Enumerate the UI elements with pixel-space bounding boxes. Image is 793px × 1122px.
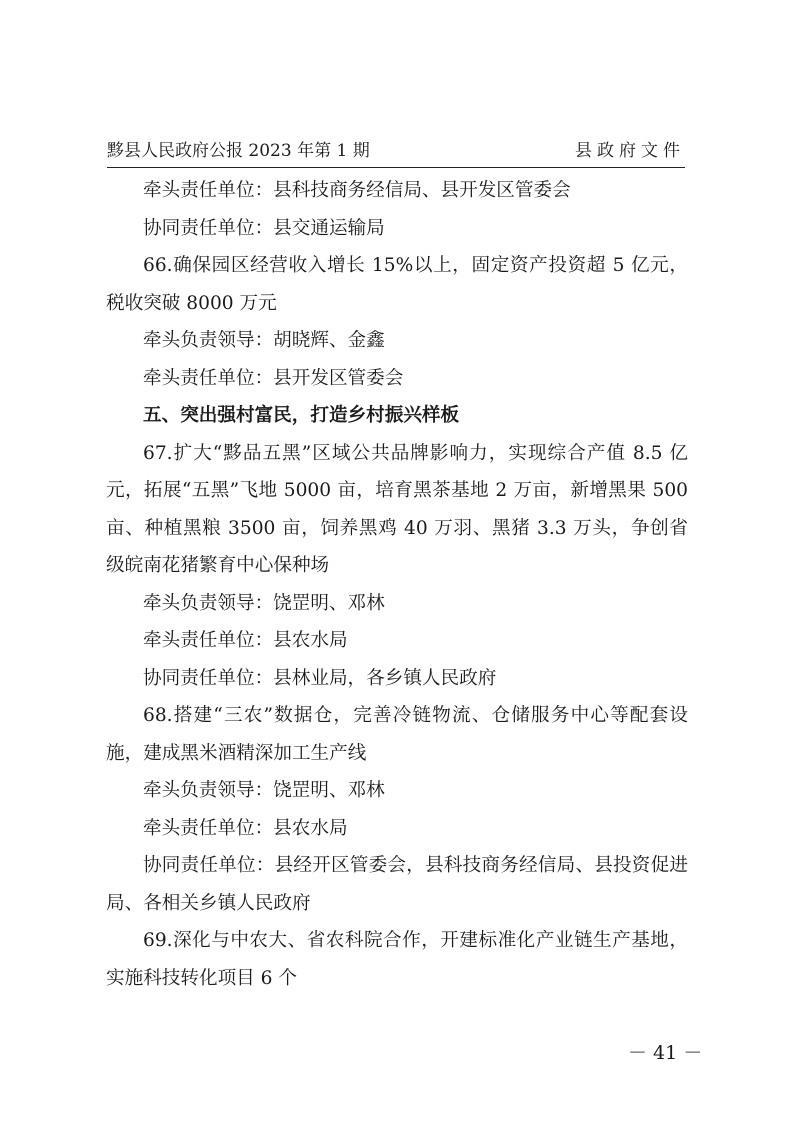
cooperating-unit-line: 协同责任单位：县经开区管委会，县科技商务经信局、县投资促进局、各相关乡镇人民政府 — [106, 855, 688, 914]
responsible-leader-line: 牵头负责领导：饶罡明、邓林 — [143, 780, 385, 801]
responsible-unit-line: 牵头责任单位：县农水局 — [143, 817, 348, 839]
task-item-68: 68.搭建“三农”数据仓，完善冷链物流、仓储服务中心等配套设施，建成黑米酒精深加工生产线 — [106, 705, 688, 764]
task-item-67: 67.扩大“黟品五黑”区域公共品牌影响力，实现综合产值 8.5 亿元，拓展“五黑”飞地 5000 亩，培育黑茶基地 2 万亩，新增黑果 500 亩、种植黑粮 3500 亩，饲养黑鸡 40 万羽、黑猪 3.3 万头，争创省级皖南花猪繁育中心保种场 — [106, 442, 688, 576]
page-number: － 41 － — [628, 1042, 703, 1064]
responsible-unit-line: 牵头责任单位：县农水局 — [143, 630, 348, 651]
header-divider — [107, 167, 685, 168]
cooperating-unit-line: 协同责任单位：县林业局，各乡镇人民政府 — [143, 667, 497, 689]
running-header — [107, 139, 685, 169]
section-heading: 五、突出强村富民，打造乡村振兴样板 — [143, 405, 460, 426]
responsible-unit-line: 牵头责任单位：县开发区管委会 — [143, 367, 404, 389]
responsible-unit-line: 牵头责任单位：县科技商务经信局、县开发区管委会 — [143, 180, 571, 201]
cooperating-unit-line: 协同责任单位：县交通运输局 — [143, 217, 385, 239]
task-item-66: 66.确保园区经营收入增长 15%以上，固定资产投资超 5 亿元，税收突破 8000 万元 — [106, 255, 688, 314]
document-body — [106, 172, 688, 997]
responsible-leader-line: 牵头负责领导：胡晓辉、金鑫 — [143, 330, 385, 351]
task-item-69: 69.深化与中农大、省农科院合作，开建标准化产业链生产基地，实施科技转化项目 6 个 — [106, 930, 688, 989]
responsible-leader-line: 牵头负责领导：饶罡明、邓林 — [143, 592, 385, 614]
gazette-issue-title: 黟县人民政府公报 2023 年第 1 期 — [107, 141, 370, 161]
section-name: 县政府文件 — [575, 141, 685, 161]
